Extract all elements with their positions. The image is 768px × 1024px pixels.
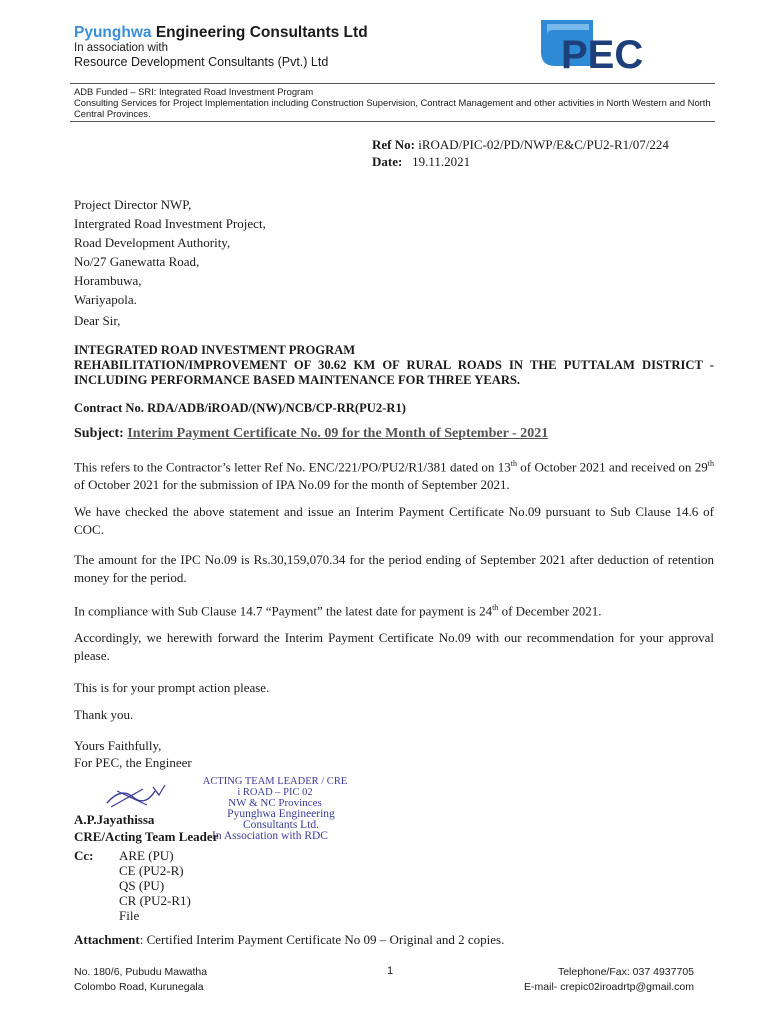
cc-label: Cc: [74, 848, 94, 863]
salutation: Dear Sir, [74, 313, 121, 328]
cc-list [119, 848, 191, 923]
attachment-label: Attachment [74, 932, 140, 947]
attachment-note [74, 932, 504, 948]
date-label: Date: [372, 154, 403, 169]
closing [74, 737, 192, 771]
pec-logo [535, 16, 685, 76]
signatory [74, 811, 218, 845]
p4-text-a: In compliance with Sub Clause 14.7 “Payment” the latest date for payment is 24 [74, 603, 493, 619]
company-name [74, 24, 368, 42]
paragraph-7: Thank you. [74, 707, 134, 722]
footer-address [74, 965, 207, 995]
cc-item: QS (PU) [119, 878, 165, 893]
attachment-text: : Certified Interim Payment Certificate No 09 – Original and 2 copies. [139, 932, 505, 947]
heading-line-1: INTEGRATED ROAD INVESTMENT PROGRAM [74, 343, 356, 357]
p4-text-b: of December 2021. [498, 603, 602, 619]
paragraph-4 [74, 599, 714, 620]
p1-text-a: This refers to the Contractor’s letter Ref No. ENC/221/PO/PU2/R1/381 dated on 13 [74, 459, 511, 475]
date-value: 19.11.2021 [412, 154, 471, 169]
stamp-line-5: In Association with RDC [212, 830, 328, 842]
cc-item: ARE (PU) [119, 848, 174, 863]
logo-text: PEC [561, 33, 644, 76]
signature-mark [103, 783, 173, 809]
recipient-address [74, 195, 266, 309]
signatory-name: A.P.Jayathissa [74, 812, 155, 827]
header-rule-bottom [70, 121, 715, 122]
address-line: Project Director NWP, [74, 197, 192, 212]
footer-address-line-1: No. 180/6, Pubudu Mawatha [74, 966, 208, 978]
footer-phone: Telephone/Fax: 037 4937705 [557, 966, 694, 978]
footer-address-line-2: Colombo Road, Kurunegala [74, 981, 204, 993]
p1-sup-1: th [510, 459, 517, 468]
address-line: Intergrated Road Investment Project, [74, 216, 266, 231]
closing-line-2: For PEC, the Engineer [74, 755, 192, 770]
footer-contact [470, 965, 694, 995]
p4-sup: th [492, 603, 499, 612]
address-line: Road Development Authority, [74, 235, 231, 250]
project-line-2: Consulting Services for Project Implementation including Construction Supervision, Contract Management and other activities in North Western and North Central Provinces. [74, 97, 711, 119]
ref-number: iROAD/PIC-02/PD/NWP/E&C/PU2-R1/07/224 [418, 137, 669, 152]
project-description [74, 86, 714, 119]
address-line: Horambuwa, [74, 273, 142, 288]
footer-email: E-mail- crepic02iroadrtp@gmail.com [524, 981, 694, 993]
heading-line-2: REHABILITATION/IMPROVEMENT OF 30.62 KM OF RURAL ROADS IN THE PUTTALAM DISTRICT - INCLUDING PERFORMANCE BASED MAINTENANCE FOR THREE YEARS. [74, 358, 714, 387]
stamp-line-4: Pyunghwa Engineering Consultants Ltd. [227, 808, 335, 831]
contract-number: Contract No. RDA/ADB/iROAD/(NW)/NCB/CP-RR(PU2-R1) [74, 401, 406, 415]
paragraph-6: This is for your prompt action please. [74, 680, 270, 695]
ref-label: Ref No: [372, 137, 415, 152]
p1-text-b: of October 2021 and received on 29 [516, 459, 708, 475]
subject-label: Subject: [74, 426, 124, 441]
subject-line [74, 426, 548, 442]
signatory-title: CRE/Acting Team Leader [74, 829, 219, 844]
cc-item: File [119, 908, 140, 923]
association-line-1: In association with [74, 42, 168, 54]
page-number: 1 [387, 965, 394, 977]
cc-item: CR (PU2-R1) [119, 893, 191, 908]
paragraph-1 [74, 455, 714, 494]
address-line: No/27 Ganewatta Road, [74, 254, 200, 269]
paragraph-2: We have checked the above statement and issue an Interim Payment Certificate No.09 pursuant to Sub Clause 14.6 of COC. [74, 504, 714, 537]
stamp-line-3: NW & NC Provinces [228, 797, 322, 809]
paragraph-3: The amount for the IPC No.09 is Rs.30,159,070.34 for the period ending of September 2021 after deduction of retention money for the period. [74, 552, 714, 585]
p1-text-c: of October 2021 for the submission of IPA No.09 for the month of September 2021. [74, 477, 510, 493]
paragraph-5: Accordingly, we herewith forward the Interim Payment Certificate No.09 with our recommendation for your approval please. [74, 630, 714, 663]
company-brand: Pyunghwa [74, 24, 152, 41]
cc-item: CE (PU2-R) [119, 863, 184, 878]
association-line-2: Resource Development Consultants (Pvt.) Ltd [74, 55, 329, 69]
closing-line-1: Yours Faithfully, [74, 738, 162, 753]
project-line-1: ADB Funded – SRI: Integrated Road Investment Program [74, 86, 314, 97]
header-rule-top [70, 83, 715, 84]
stamp-line-1: ACTING TEAM LEADER / CRE [202, 776, 348, 787]
reference-block [372, 136, 669, 170]
address-line: Wariyapola. [74, 292, 137, 307]
stamp-line-2: i ROAD – PIC 02 [237, 787, 313, 798]
company-name-rest: Engineering Consultants Ltd [155, 24, 368, 41]
p1-sup-2: th [707, 459, 714, 468]
letter-heading [74, 343, 714, 388]
subject-text: Interim Payment Certificate No. 09 for the Month of September - 2021 [127, 426, 549, 441]
